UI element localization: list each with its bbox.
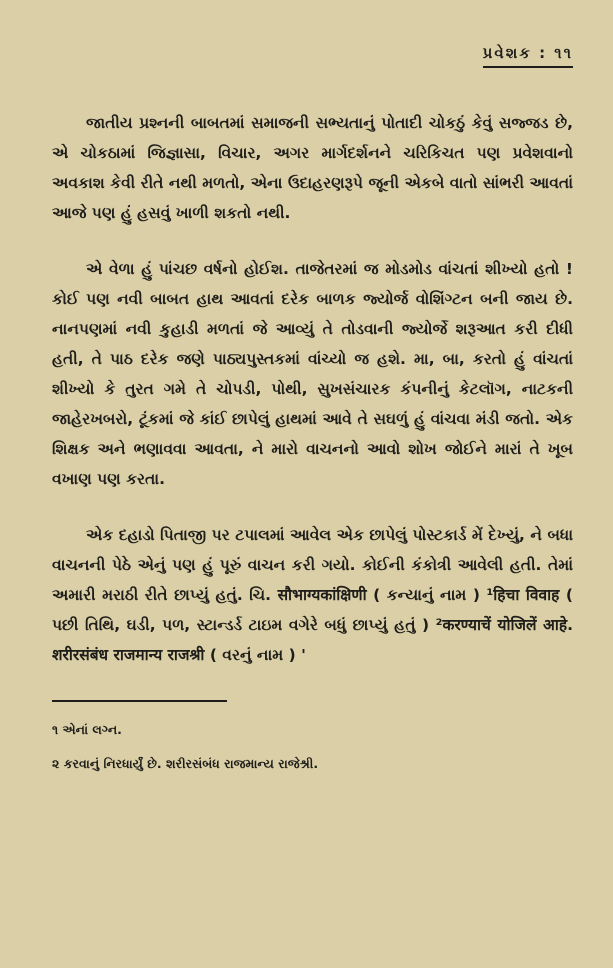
running-head-text: પ્રવેશક : ૧૧ — [483, 44, 573, 68]
paragraph-1: જાતીય પ્રશ્નની બાબતમાં સમાજની સભ્યતાનું પોતાદી ચોકઠું કેવું સજ્જડ છે, એ ચોકઠામાં જિજ્ઞાસા, વિચાર, અગર માર્ગદર્શનને ચરિકિચત પણ પ્રવેશવાનો અવકાશ કેવી રીતે નથી મળતો, એના ઉદાહરણરૂપે જૂની એકબે વાતો સાંભરી આવતાં આજે પણ હું હસવું ખાળી શકતો નથી. — [52, 114, 573, 222]
footnote-1: ૧ એનાં લગ્ન. — [52, 722, 122, 737]
footnote-divider — [52, 700, 227, 702]
paragraph-3: એક દહાડો પિતાજી પર ટપાલમાં આવેલ એક છાપેલું પોસ્ટકાર્ડ મેં દેખ્યું, ને બધા વાચનની પેઠે એનું પણ હું પૂરું વાચન કરી ગયો. કોઈની કંકોત્રી આવેલી હતી. તેમાં અમારી મરાઠી રીતે છાપ્યું હતું. ચિ. सौभाग्यकांक्षिणी ( કન્યાનું નામ ) ¹हिचा विवाह ( પછી તિથિ, ઘડી, પળ, સ્ટાન્ડર્ડ ટાઇમ વગેરે બધું છાપ્યું હતું ) ²करण्याचें योजिलें आहे. शरीरसंबंध राजमान्य राजश्री ( વરનું નામ ) ' — [52, 526, 573, 664]
paragraph-2: એ વેળા હું પાંચછ વર્ષનો હોઈશ. તાજેતરમાં જ મોડમોડ વાંચતાં શીખ્યો હતો ! કોઈ પણ નવી બાબત હાથ આવતાં દરેક બાળક જ્યોર્જ વોશિંગ્ટન બની જાય છે. નાનપણમાં નવી કુહાડી મળતાં જે આવ્યું તે તોડવાની જ્યોર્જે શરૂઆત કરી દીધી હતી, તે પાઠ દરેક જણે પાઠ્યપુસ્તકમાં વાંચ્યો જ હશે. મા, બા, કરતો હું વાંચતાં શીખ્યો કે તુરત ગમે તે ચોપડી, પોથી, સુખસંચારક કંપનીનું કેટલૉગ, નાટકની જાહેરખબરો, ટૂંકમાં જે કાંઈ છાપેલું હાથમાં આવે તે સઘળું હું વાંચવા મંડી જતો. એક શિક્ષક અને ભણાવવા આવતા, ને મારો વાચનનો આવો શોખ જોઈને મારાં તે ખૂબ વખાણ પણ કરતા. — [52, 260, 573, 488]
footnote-2: ૨ કરવાનું નિરધાર્યું છે. શરીરસંબંધ રાજમાન્ય રાજેશ્રી. — [52, 756, 319, 771]
running-head — [52, 44, 573, 68]
